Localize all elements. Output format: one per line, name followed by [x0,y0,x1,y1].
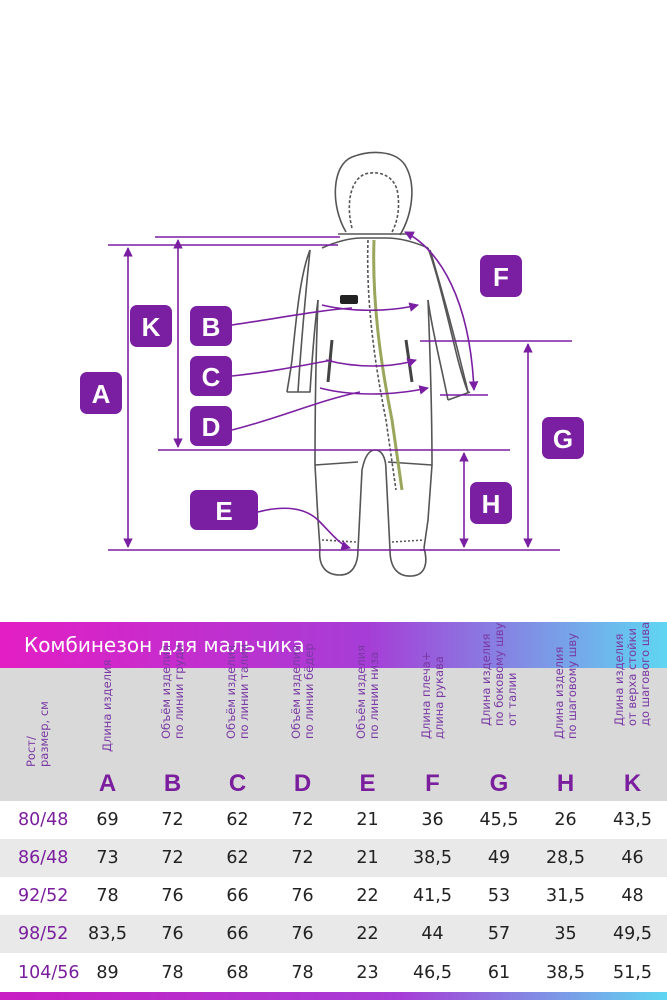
value-cell-C: 62 [226,810,249,830]
header-line: от талии [504,672,519,726]
header-letter-A: A [98,770,117,797]
header-line: по линии бёдер [301,643,316,739]
header-line: Длина плеча+ [418,651,433,739]
header-line: Длина изделия [551,646,566,739]
value-cell-E: 22 [356,924,379,944]
value-cell-D: 72 [291,810,314,830]
header-col-size [0,668,75,801]
header-label-K [613,622,652,726]
svg-text:D: D [201,412,221,442]
header-col-K [598,621,667,801]
value-cell-H: 28,5 [546,848,585,868]
header-letter-B: B [163,770,182,797]
header-letter-C: C [228,770,247,797]
header-line: Рост/ [23,736,38,767]
value-cell-H: 38,5 [546,962,585,983]
size-cell: 92/52 [18,886,69,906]
badge-K [130,305,172,347]
value-cell-B: 72 [161,848,184,868]
header-col-C [205,643,270,801]
value-cell-H: 35 [554,924,577,944]
header-label-G [480,623,519,726]
badge-H [470,482,512,524]
header-label-D [290,643,316,739]
value-cell-K: 48 [621,886,644,906]
value-cell-C: 68 [226,962,249,983]
header-col-G [465,622,533,801]
header-line: Объём изделия [223,644,238,739]
svg-text:E: E [215,496,233,526]
header-letter-F: F [425,770,440,797]
size-cell: 86/48 [18,848,69,868]
jumpsuit-outline [287,152,470,576]
header-line: по линии талии [236,643,251,739]
value-cell-G: 57 [487,924,511,944]
header-line: Длина изделия [100,659,114,752]
value-cell-C: 66 [226,924,249,944]
header-label-C [225,644,251,739]
value-cell-D: 78 [291,962,314,983]
value-cell-D: 76 [291,924,314,944]
badge-E [190,490,258,530]
value-cell-A: 83,5 [88,924,127,944]
value-cell-K: 51,5 [613,962,652,983]
badge-G [542,417,584,459]
header-col-A [75,659,140,801]
header-col-B [140,644,205,801]
value-cell-A: 73 [96,848,119,868]
value-cell-F: 44 [421,924,444,944]
value-cell-K: 46 [621,848,644,868]
value-cell-G: 61 [487,962,511,983]
header-line: Длина изделия [478,633,493,726]
value-cell-E: 22 [356,886,379,906]
header-label-H [553,633,579,739]
header-line: размер, см [36,701,51,767]
header-line: Объём изделия [288,644,303,739]
value-cell-H: 31,5 [546,886,585,906]
svg-text:C: C [201,362,221,392]
header-line: до шагового шва [638,621,652,726]
value-cell-D: 72 [291,848,314,868]
value-cell-C: 62 [226,848,249,868]
value-cell-K: 43,5 [613,810,652,830]
header-line: по линии низа [366,651,381,739]
svg-text:K: K [141,312,161,342]
header-label-E [355,645,381,739]
header-col-F [400,651,465,801]
value-cell-F: 46,5 [413,962,452,983]
value-cell-A: 78 [96,886,119,906]
value-cell-F: 38,5 [413,848,452,868]
header-letter-K: K [623,770,642,797]
svg-text:B: B [201,312,221,342]
header-label-F [420,652,446,739]
value-cell-K: 49,5 [613,924,652,944]
value-cell-G: 45,5 [479,810,519,830]
badge-A [80,372,122,414]
svg-text:A: A [91,379,111,409]
table-row [0,801,667,839]
header-col-E [335,644,400,801]
table-row [0,915,667,953]
header-line: по шаговому шву [564,633,579,739]
value-cell-A: 89 [96,962,119,983]
header-line: длина рукава [431,656,446,739]
header-line: Объём изделия [353,644,368,739]
svg-text:H: H [481,489,501,519]
badge-D [190,406,232,446]
value-cell-A: 69 [96,810,119,830]
size-cell: 104/56 [18,962,80,983]
value-cell-E: 23 [356,962,379,983]
table-row [0,877,667,915]
value-cell-G: 53 [487,886,511,906]
badge-B [190,306,232,346]
badge-C [190,356,232,396]
value-cell-G: 49 [487,848,511,868]
value-cell-F: 36 [421,810,444,830]
table-row [0,953,667,992]
header-line: по линии груди [171,644,186,739]
svg-text:F: F [493,262,509,292]
value-cell-B: 76 [161,924,184,944]
header-label-size [25,701,51,767]
value-cell-D: 76 [291,886,314,906]
header-line: от верха стойки [625,627,639,726]
header-col-H [533,633,598,801]
value-cell-B: 72 [161,810,184,830]
value-cell-F: 41,5 [413,886,452,906]
bottom-gradient-bar [0,992,667,1000]
logo-patch [340,295,358,304]
header-label-B [160,644,186,739]
value-cell-E: 21 [356,848,379,868]
size-cell: 98/52 [18,924,69,944]
value-cell-B: 76 [161,886,184,906]
header-letter-G: G [489,770,509,797]
header-line: Объём изделия [158,644,173,739]
size-cell: 80/48 [18,810,69,830]
value-cell-H: 26 [554,810,577,830]
header-letter-D: D [293,770,312,797]
svg-text:G: G [552,424,574,454]
size-table-body [0,801,667,992]
table-row [0,839,667,877]
badge-F [480,255,522,297]
value-cell-E: 21 [356,810,379,830]
value-cell-B: 78 [161,962,184,983]
header-line: по боковому шву [491,622,506,726]
header-line: Длина изделия [612,633,626,726]
header-col-D [270,643,335,801]
value-cell-C: 66 [226,886,249,906]
header-letter-E: E [359,770,376,797]
table-title: Комбинезон для мальчика [24,633,305,657]
header-label-A [101,660,114,752]
header-letter-H: H [556,770,575,797]
